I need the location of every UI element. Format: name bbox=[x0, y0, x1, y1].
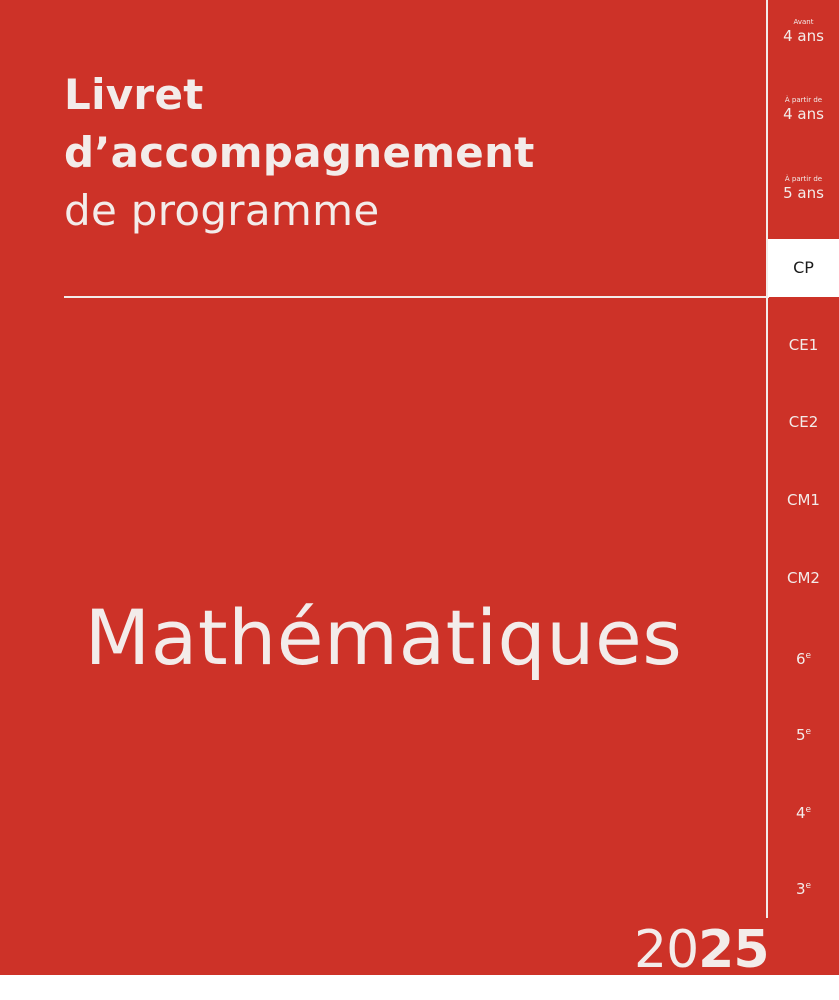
level-label: 3e bbox=[795, 880, 812, 898]
year-light-digits: 20 bbox=[634, 920, 699, 975]
level-label: 5e bbox=[795, 726, 812, 744]
title-line-3: de programme bbox=[64, 186, 380, 235]
level-5e bbox=[768, 723, 839, 744]
subject-title: Mathématiques bbox=[84, 593, 683, 682]
level-prefix: À partir de bbox=[784, 175, 823, 183]
booklet-title bbox=[64, 66, 744, 240]
level-6e bbox=[768, 647, 839, 668]
level-label: 4 ans bbox=[783, 105, 824, 123]
level-cp-active bbox=[768, 239, 839, 297]
level-prefix: Avant bbox=[793, 18, 814, 26]
title-line-1: Livret bbox=[64, 70, 204, 119]
level-label: 4e bbox=[795, 804, 812, 822]
level-a-partir-5-ans bbox=[768, 175, 839, 202]
level-cm2 bbox=[768, 569, 839, 587]
level-cm1 bbox=[768, 491, 839, 509]
year bbox=[634, 918, 769, 975]
level-avant-4-ans bbox=[768, 18, 839, 45]
level-4e bbox=[768, 801, 839, 822]
title-line-2: d’accompagnement bbox=[64, 128, 535, 177]
level-label: 4 ans bbox=[783, 27, 824, 45]
level-label: CM2 bbox=[787, 569, 820, 587]
level-label: CP bbox=[793, 258, 814, 277]
level-sidebar bbox=[768, 0, 839, 918]
level-label: CM1 bbox=[787, 491, 820, 509]
level-prefix: À partir de bbox=[784, 96, 823, 104]
level-label: CE2 bbox=[788, 413, 819, 431]
level-label: CE1 bbox=[788, 336, 819, 354]
level-ce1 bbox=[768, 336, 839, 354]
level-ce2 bbox=[768, 413, 839, 431]
level-a-partir-4-ans bbox=[768, 96, 839, 123]
year-bold-digits: 25 bbox=[698, 920, 769, 975]
level-3e bbox=[768, 877, 839, 898]
level-label: 6e bbox=[795, 650, 812, 668]
level-label: 5 ans bbox=[783, 184, 824, 202]
horizontal-divider bbox=[64, 296, 769, 298]
